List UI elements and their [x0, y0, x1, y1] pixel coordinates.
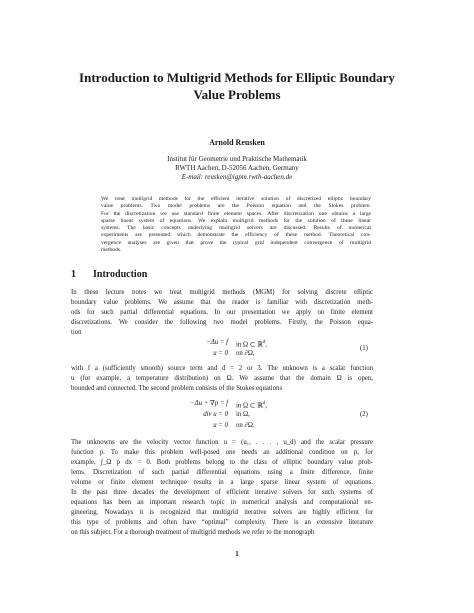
paper-title [60, 69, 414, 103]
eq2-rhs-2: in Ω, [236, 411, 250, 418]
abstract-line: For the discretization we use standard finite element spaces. After discretization one obtains a large [101, 210, 371, 217]
text-line: on this subject. For a thorough treatment of multigrid methods we refer to the monograph [71, 529, 315, 536]
text-line: The unknowns are the velocity vector function u = (u₁, . . . , u_d) and the scalar pressure [71, 439, 373, 446]
page-number: 1 [235, 550, 239, 558]
eq1-lhs-2: u = 0 [213, 350, 228, 357]
eq2-lhs-1: −Δu + ∇p = f [190, 400, 228, 407]
eq2-rhs-3: on ∂Ω. [236, 422, 255, 429]
paragraph-3 [71, 438, 373, 538]
text-line: volume or finite element technique results in a large sparse linear system of equations. [71, 479, 373, 486]
abstract-line: experiments are presented which demonstrate the efficiency of these method. Theoretical con- [101, 232, 371, 239]
eq2-number: (2) [360, 411, 368, 418]
paragraph-2 [71, 364, 373, 394]
title-line: Introduction to Multigrid Methods for Elliptic Boundary [79, 70, 395, 85]
text-line: equations has been an important research topic in numerical analysis and computational en- [71, 499, 373, 506]
paragraph-1 [71, 288, 373, 338]
text-line: gineering. Nowadays it is recognized that multigrid iterative solvers are highly efficient for [71, 509, 373, 516]
text-line: example, ∫_Ω p dx = 0. Both problems belong to the class of elliptic boundary value prob- [71, 459, 373, 466]
abstract [101, 196, 371, 254]
text-line: In these lecture notes we treat multigrid methods (MGM) for solving discrete elliptic [71, 289, 373, 296]
abstract-line: value problems. Two model problems are the Poisson equation and the Stokes problem. [101, 203, 371, 210]
affiliation [0, 155, 474, 182]
abstract-line: systems. The basic concepts underlying multigrid solvers are discussed. Results of numerical [101, 225, 371, 232]
eq2-rhs-1: in Ω ⊂ ℝ$^d$, [236, 401, 267, 410]
text-line: with f a (sufficiently smooth) source term and d = 2 or 3. The unknown is a scalar function [71, 365, 373, 372]
abstract-line: sparse linear system of equations. We explain multigrid methods for the solution of these linear [101, 217, 371, 224]
affiliation-line: RWTH Aachen, D-52056 Aachen, Germany [175, 164, 299, 172]
text-line: function p. To make this problem well-posed one needs an additional condition on p, for [71, 449, 373, 456]
text-line: ods for such partial differential equations. In our presentation we apply on finite element [71, 309, 373, 316]
eq1-rhs-2: on ∂Ω, [236, 350, 255, 357]
abstract-line: vergence analyses are given that prove the typical grid independent convergence of multigrid [101, 239, 371, 246]
equation-1 [0, 338, 474, 360]
abstract-line: We treat multigrid methods for the efficient iterative solution of discretized elliptic boundary [101, 196, 371, 202]
text-line: u (for example, a temperature distribution) on Ω. We assume that the domain Ω is open, [71, 375, 373, 382]
section-title: Introduction [93, 269, 148, 280]
section-heading [71, 269, 147, 280]
eq2-lhs-2: div u = 0 [203, 411, 228, 418]
eq1-rhs-1: in Ω ⊂ ℝ$^d$, [236, 340, 267, 349]
text-line: lems. Discretization of such partial differential equations using a finite difference, finite [71, 469, 373, 476]
section-number: 1 [71, 269, 76, 280]
eq1-lhs-1: −Δu = f [206, 339, 228, 346]
text-line: boundary value problems. We assume that the reader is familiar with discretization meth- [71, 299, 373, 306]
text-line: discretizations. We consider the following two model problems. Firstly, the Poisson equa- [71, 319, 373, 326]
author-name: Arnold Reusken [209, 138, 265, 147]
text-line: In the past three decades the development of efficient iterative solvers for such systems of [71, 489, 373, 496]
eq1-number: (1) [360, 345, 368, 352]
text-line: bounded and connected. The second problem consists of the Stokes equations [71, 385, 283, 392]
title-line: Value Problems [193, 87, 281, 102]
equation-2 [0, 399, 474, 433]
abstract-line: methods. [101, 247, 122, 254]
affiliation-line: Institut für Geometrie und Praktische Mathematik [167, 155, 307, 163]
text-line: tion [71, 329, 82, 336]
email-line: E-mail: reusken@igpm.rwth-aachen.de [181, 173, 293, 181]
text-line: this type of problems and often have “optimal” complexity. There is an extensive literature [71, 519, 373, 526]
eq2-lhs-3: u = 0 [213, 422, 228, 429]
